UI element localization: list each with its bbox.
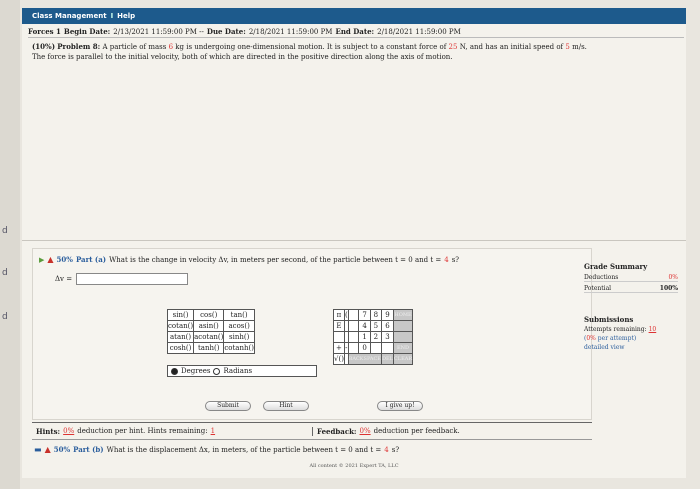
speed-value: 5 xyxy=(565,43,570,51)
end-date-label: End Date: xyxy=(335,27,375,36)
hints-pct: 0% xyxy=(63,426,75,435)
key-0[interactable]: 0 xyxy=(359,343,370,354)
key-6[interactable]: 6 xyxy=(381,321,393,332)
clear-button[interactable]: CLEAR xyxy=(393,354,412,365)
hints-feedback-bar xyxy=(32,422,592,440)
radians-radio[interactable] xyxy=(213,368,220,375)
answer-label: Δv = xyxy=(55,275,73,283)
part-b-question: What is the displacement Δx, in meters, of the particle between t = 0 and t = xyxy=(106,445,382,454)
asin-button[interactable]: asin() xyxy=(194,321,224,332)
deductions-row xyxy=(584,274,678,282)
sinh-button[interactable]: sinh() xyxy=(224,332,255,343)
problem-statement xyxy=(32,42,592,62)
begin-date-value: 2/13/2021 11:59:00 PM -- xyxy=(113,27,204,36)
plus-button[interactable]: + xyxy=(334,343,345,354)
key-2[interactable]: 2 xyxy=(370,332,381,343)
end-button[interactable]: END xyxy=(393,343,412,354)
begin-date-label: Begin Date: xyxy=(63,27,111,36)
due-date-label: Due Date: xyxy=(206,27,246,36)
key-5[interactable]: 5 xyxy=(370,321,381,332)
answer-row xyxy=(55,273,188,285)
number-keypad xyxy=(333,309,413,365)
problem-label: Problem 8: xyxy=(57,42,101,51)
function-keypad xyxy=(167,309,255,354)
feedback-text: deduction per feedback. xyxy=(373,426,460,435)
pad-blank[interactable] xyxy=(348,343,359,354)
section-divider xyxy=(22,240,686,241)
end-date-value: 2/18/2021 11:59:00 PM xyxy=(377,27,461,36)
feedback-section xyxy=(312,427,592,436)
strip-char: d xyxy=(2,226,8,236)
warning-icon: ▲ xyxy=(47,255,54,264)
part-b-time: 4 xyxy=(384,445,389,454)
key-3[interactable]: 3 xyxy=(381,332,393,343)
home-button[interactable]: HOME xyxy=(393,310,412,321)
tanh-button[interactable]: tanh() xyxy=(194,343,224,354)
attempts-label: Attempts remaining: xyxy=(584,326,647,333)
part-b-icon: ▬ xyxy=(34,445,42,454)
pad-blank[interactable] xyxy=(334,332,345,343)
assignment-dates xyxy=(28,26,684,38)
problem-text: A particle of mass xyxy=(102,43,167,51)
expand-arrow-icon[interactable]: ▶ xyxy=(39,255,45,264)
part-b-header[interactable] xyxy=(34,445,399,454)
due-date-value: 2/18/2021 11:59:00 PM xyxy=(248,27,333,36)
right-arrow-button[interactable] xyxy=(393,332,412,343)
part-a-question: What is the change in velocity Δv, in meters per second, of the particle between t = 0 and t = xyxy=(109,255,442,264)
left-arrow-button[interactable] xyxy=(393,321,412,332)
minus-button[interactable]: - xyxy=(345,344,348,352)
part-b-question-end: s? xyxy=(391,445,400,454)
part-a-question-end: s? xyxy=(451,255,460,264)
answer-input[interactable] xyxy=(76,273,188,285)
per-attempt-text: per attempt) xyxy=(597,335,637,342)
top-menu-bar xyxy=(22,8,686,24)
attempts-row xyxy=(584,326,678,333)
part-b-label: Part (b) xyxy=(73,445,104,454)
mass-value: 6 xyxy=(168,43,174,51)
part-b-percent: 50% xyxy=(53,445,71,454)
assignment-name: Forces 1 xyxy=(28,27,61,36)
degrees-radio[interactable] xyxy=(171,368,178,375)
decimal-button[interactable] xyxy=(370,343,381,354)
strip-char: d xyxy=(2,312,8,322)
hints-remaining: 1 xyxy=(210,426,216,435)
give-up-button[interactable]: I give up! xyxy=(377,401,423,411)
deductions-label: Deductions xyxy=(584,274,619,281)
submit-button[interactable]: Submit xyxy=(205,401,251,411)
potential-row xyxy=(584,285,678,293)
e-button[interactable]: E xyxy=(334,321,345,332)
detailed-view-link[interactable]: detailed view xyxy=(584,344,625,351)
pad-blank[interactable] xyxy=(348,332,359,343)
strip-char: d xyxy=(2,268,8,278)
grade-sidebar xyxy=(584,262,678,351)
tan-button[interactable]: tan() xyxy=(224,310,255,321)
hints-text: deduction per hint. Hints remaining: xyxy=(77,426,208,435)
submissions-title: Submissions xyxy=(584,315,634,324)
menu-separator: I xyxy=(110,12,114,20)
part-a-header xyxy=(39,255,459,264)
key-7[interactable]: 7 xyxy=(359,310,370,321)
per-attempt-row: (0% per attempt) xyxy=(584,335,637,342)
cotanh-button[interactable]: cotanh() xyxy=(224,344,254,352)
part-a-panel xyxy=(32,248,592,420)
sin-button[interactable]: sin() xyxy=(168,310,194,321)
cosh-button[interactable]: cosh() xyxy=(168,343,194,354)
feedback-label: Feedback: xyxy=(317,426,357,436)
key-4[interactable]: 4 xyxy=(359,321,370,332)
hint-button[interactable]: Hint xyxy=(263,401,309,411)
potential-label: Potential xyxy=(584,285,612,292)
pad-blank[interactable] xyxy=(348,321,359,332)
help-link[interactable]: Help xyxy=(117,12,136,20)
cos-button[interactable]: cos() xyxy=(194,310,224,321)
pad-blank[interactable] xyxy=(381,343,393,354)
force-value: 25 xyxy=(448,43,458,51)
radians-label: Radians xyxy=(223,367,253,375)
key-8[interactable]: 8 xyxy=(370,310,381,321)
close-paren-button[interactable] xyxy=(348,310,359,321)
open-paren-button[interactable]: ( xyxy=(344,311,348,319)
atan-button[interactable]: atan() xyxy=(168,332,194,343)
app-window xyxy=(22,8,686,478)
part-a-percent: 50% xyxy=(56,255,73,264)
deductions-value: 0% xyxy=(668,274,678,281)
del-button[interactable]: DEL xyxy=(381,354,393,365)
part-a-label: Part (a) xyxy=(75,255,107,264)
angle-mode xyxy=(167,365,317,377)
acos-button[interactable]: acos() xyxy=(224,321,255,332)
left-window-strip xyxy=(0,0,20,489)
sqrt-button[interactable]: √() xyxy=(334,355,344,363)
key-1[interactable]: 1 xyxy=(359,332,370,343)
attempts-value: 10 xyxy=(648,326,657,333)
warning-icon: ▲ xyxy=(44,445,51,454)
per-attempt-pct: 0% xyxy=(586,335,596,342)
hints-label: Hints: xyxy=(36,426,61,436)
potential-value: 100% xyxy=(659,285,678,292)
backspace-button[interactable]: BACKSPACE xyxy=(348,354,381,365)
problem-weight: (10%) xyxy=(32,42,56,51)
cotan-button[interactable]: cotan() xyxy=(168,322,194,330)
feedback-pct: 0% xyxy=(359,426,371,435)
acotan-button[interactable]: acotan() xyxy=(194,333,224,341)
key-9[interactable]: 9 xyxy=(381,310,393,321)
problem-text: kg is undergoing one-dimensional motion. It is subject to a constant force of xyxy=(175,43,447,51)
pi-button[interactable]: π xyxy=(334,310,345,321)
grade-summary-title: Grade Summary xyxy=(584,262,648,271)
degrees-label: Degrees xyxy=(181,367,211,375)
problem-text: m/s. The force is parallel to the initial velocity, both of which are directed in the positive direction along the axis of motion. xyxy=(32,43,587,61)
class-management-link[interactable]: Class Management xyxy=(32,12,107,20)
hints-section xyxy=(32,427,312,436)
footer-copyright: All content © 2021 Expert TA, LLC xyxy=(309,463,399,469)
part-a-time: 4 xyxy=(444,255,449,264)
problem-text: N, and has an initial speed of xyxy=(459,43,564,51)
